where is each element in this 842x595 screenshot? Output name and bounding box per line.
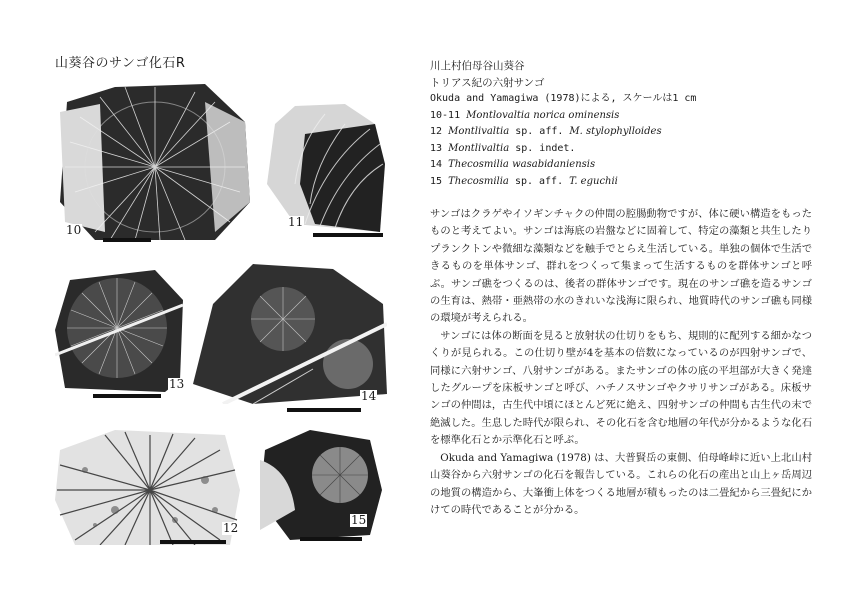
figure-caption bbox=[430, 58, 810, 190]
body-text bbox=[430, 206, 812, 519]
body-paragraph-3: Okuda and Yamagiwa (1978) は、大普賢岳の東側、伯母峰峠に近い上北山村山葵谷から六射サンゴの化石を報告している。これらの化石の産出と山上ヶ岳周辺の地質の構造から、大峯衝上体をつくる地層が積もったのは二畳紀から三畳紀にかけての時代であることが分かる。 bbox=[430, 451, 812, 516]
caption-species-13: 13 Montlivaltia sp. indet. bbox=[430, 142, 576, 154]
specimen-13-image bbox=[55, 270, 185, 392]
scale-bar-15 bbox=[300, 537, 362, 541]
figure-number-13: 13 bbox=[169, 377, 185, 391]
figure-number-15: 15 bbox=[351, 513, 367, 527]
specimen-10-image bbox=[55, 82, 255, 242]
body-paragraph-1: サンゴはクラゲやイソギンチャクの仲間の腔腸動物ですが、体に硬い構造をもったものと考えてよい。サンゴは海底の岩盤などに固着して、特定の藻類と共生したりプランクトンや微細な藻類などを触手でとらえ生活している。単独の個体で生活できるものを単体サンゴ、群れをつくって集まって生活するものを群体サンゴと呼ぶ。サンゴ礁をつくるのは、後者の群体サンゴです。現在のサンゴ礁を造るサンゴの生育は、熱帯・亜熱帯の水のきれいな浅海に限られ、地質時代のサンゴ礁も同様の環境が考えられる。 bbox=[430, 208, 812, 325]
caption-species-12: 12 Montlivaltia sp. aff. M. stylophylloides bbox=[430, 126, 662, 137]
page-title: 山葵谷のサンゴ化石R bbox=[55, 56, 186, 71]
caption-species-15: 15 Thecosmilia sp. aff. T. eguchii bbox=[430, 175, 618, 187]
figure-number-12: 12 bbox=[223, 521, 239, 535]
scale-bar-11 bbox=[313, 233, 383, 237]
scale-bar-13 bbox=[93, 394, 161, 398]
fossil-plate bbox=[55, 72, 390, 552]
caption-age: トリアス紀の六射サンゴ bbox=[430, 76, 545, 89]
specimen-12-image bbox=[55, 430, 240, 545]
specimen-11-image bbox=[265, 104, 387, 232]
figure-number-14: 14 bbox=[361, 389, 377, 403]
caption-species-14: 14 Thecosmilia wasabidaniensis bbox=[430, 159, 596, 170]
caption-locality: 川上村伯母谷山葵谷 bbox=[430, 60, 525, 72]
caption-species-10-11: 10-11 Montlovaltia norica ominensis bbox=[430, 109, 620, 121]
scale-bar-10 bbox=[103, 238, 151, 242]
scale-bar-14 bbox=[287, 408, 361, 412]
specimen-14-image bbox=[193, 264, 387, 404]
figure-number-10: 10 bbox=[66, 223, 82, 237]
caption-source: Okuda and Yamagiwa (1978)による, スケールは1 cm bbox=[430, 93, 697, 104]
scale-bar-12 bbox=[160, 540, 226, 544]
figure-number-11: 11 bbox=[288, 215, 304, 229]
body-paragraph-2: サンゴには体の断面を見ると放射状の仕切りをもち、規則的に配列する細かなつくりが見られる。この仕切り壁が4を基本の倍数になっているのが四射サンゴで、同様に六射サンゴ、八射サンゴがある。またサンゴの体の底の平坦部が大きく発達したグループを床板サンゴと呼び、ハチノスサンゴやクサリサンゴがある。床板サンゴの仲間は，古生代中頃にほとんど死に絶え、四射サンゴの仲間も古生代の末で絶滅した。生息した時代が限られ、その化石を含む地層の年代が分かるような化石を標準化石とか示準化石と呼ぶ。 bbox=[430, 329, 812, 447]
